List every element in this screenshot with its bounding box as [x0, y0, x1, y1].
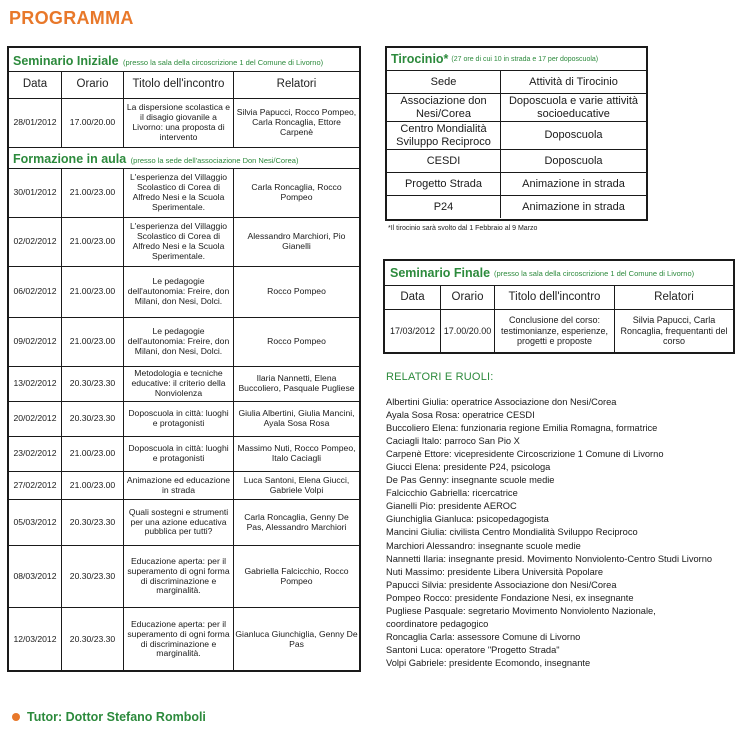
list-item: Nuti Massimo: presidente Libera Università Popolare — [386, 566, 604, 577]
seminario-finale-note: (presso la sala della circoscrizione 1 del Comune di Livorno) — [494, 268, 695, 278]
row-relatori: Luca Santoni, Elena Giucci, Gabriele Volpi — [243, 474, 350, 495]
row-data: 28/01/2012 — [9, 99, 62, 147]
row-orario: 21.00/23.00 — [62, 437, 124, 471]
list-item: Pugliese Pasquale: segretario Movimento Nonviolento Nazionale, — [386, 605, 656, 616]
page-title: PROGRAMMA — [9, 8, 134, 28]
list-item: Albertini Giulia: operatrice Associazione don Nesi/Corea — [386, 397, 617, 407]
header-relatori: Relatori — [654, 290, 694, 303]
relatori-ruoli-list — [386, 396, 736, 670]
row-orario: 17.00/20.00 — [441, 310, 495, 352]
row-attivita: Animazione in strada — [522, 177, 625, 190]
row-titolo: Educazione aperta: per il superamento di ogni forma di discriminazione e marginalità. — [124, 608, 234, 671]
list-item: Falcicchio Gabriella: ricercatrice — [386, 488, 518, 499]
row-orario: 21.00/23.00 — [62, 472, 124, 499]
tirocinio-header-row — [387, 70, 646, 93]
row-sede: CESDI — [387, 150, 501, 172]
table-row — [9, 500, 359, 546]
list-item: Papucci Silvia: presidente Associazione don Nesi/Corea — [386, 579, 617, 590]
list-item: Marchiori Alessandro: insegnante scuole medie — [386, 540, 581, 551]
row-sede: Centro Mondialità Sviluppo Reciproco — [387, 122, 501, 149]
row-titolo: Doposcuola in città: luoghi e protagonisti — [124, 437, 234, 471]
row-relatori: Silvia Papucci, Carla Roncaglia, frequentanti del corso — [620, 315, 728, 347]
row-orario: 21.00/23.00 — [62, 218, 124, 266]
tirocinio-note: (27 ore di cui 10 in strada e 17 per doposcuola) — [451, 55, 599, 63]
tutor-text: Tutor: Dottor Stefano Romboli — [27, 710, 206, 724]
row-relatori: Giulia Albertini, Giulia Mancini, Ayala Sosa Rosa — [238, 408, 355, 428]
row-orario: 21.00/23.00 — [62, 169, 124, 217]
row-data: 02/02/2012 — [9, 218, 62, 266]
table-row — [385, 309, 733, 352]
row-attivita: Doposcuola e varie attività socioeducative — [508, 95, 638, 120]
tirocinio-heading: Tirocinio* — [391, 52, 449, 66]
row-titolo: Le pedagogie dell'autonomia: Freire, don Milani, don Nesi, Dolci. — [124, 267, 234, 317]
seminario-finale-table — [383, 259, 735, 354]
table-row — [9, 546, 359, 608]
row-titolo: Animazione ed educazione in strada — [124, 472, 234, 499]
table-row — [387, 93, 646, 121]
header-titolo: Titolo dell'incontro — [495, 286, 615, 309]
row-sede: Associazione don Nesi/Corea — [387, 94, 501, 121]
tutor-line — [12, 710, 206, 724]
row-relatori: Carla Roncaglia, Rocco Pompeo — [251, 182, 342, 202]
list-item: Ayala Sosa Rosa: operatrice CESDI — [386, 410, 535, 421]
table-row — [387, 121, 646, 149]
seminario-finale-heading: Seminario Finale — [390, 266, 491, 280]
row-titolo: Le pedagogie dell'autonomia: Freire, don Milani, don Nesi, Dolci. — [124, 318, 234, 366]
row-titolo: Conclusione del corso: testimonianze, esperienze, progetti e proposte — [495, 310, 615, 352]
table-row — [387, 195, 646, 218]
row-data: 30/01/2012 — [9, 169, 62, 217]
tirocinio-header — [387, 48, 646, 70]
row-relatori: Gabriella Falcicchio, Rocco Pompeo — [244, 565, 349, 586]
row-relatori: Rocco Pompeo — [267, 336, 326, 347]
table-row — [9, 218, 359, 267]
row-relatori: Silvia Papucci, Rocco Pompeo, Carla Roncaglia, Ettore Carpenè — [236, 107, 357, 137]
row-data: 23/02/2012 — [9, 437, 62, 471]
header-orario: Orario — [441, 286, 495, 309]
row-sede: Progetto Strada — [387, 173, 501, 195]
tirocinio-table — [385, 46, 648, 221]
list-item: Gianelli Pio: presidente AEROC — [386, 501, 517, 512]
row-attivita: Animazione in strada — [522, 200, 625, 213]
formazione-note: (presso la sede dell'associazione Don Nesi/Corea) — [130, 156, 299, 165]
row-titolo: Metodologia e tecniche educative: il criterio della Nonviolenza — [124, 367, 234, 401]
row-data: 20/02/2012 — [9, 402, 62, 436]
programma-table — [7, 46, 361, 672]
list-item: De Pas Genny: insegnante scuole medie — [386, 475, 555, 486]
seminario-iniziale-note: (presso la sala della circoscrizione 1 del Comune di Livorno) — [123, 58, 324, 67]
header-titolo: Titolo dell'incontro — [124, 72, 234, 98]
list-item: Volpi Gabriele: presidente Ecomondo, insegnante — [386, 657, 591, 668]
row-relatori: Gianluca Giunchiglia, Genny De Pas — [235, 628, 358, 649]
list-item: Buccoliero Elena: funzionaria regione Emilia Romagna, formatrice — [386, 423, 658, 434]
header-relatori: Relatori — [276, 78, 317, 91]
formazione-header — [9, 150, 359, 168]
row-orario: 20.30/23.30 — [62, 367, 124, 401]
table-row — [9, 318, 359, 367]
row-relatori: Alessandro Marchiori, Pio Gianelli — [247, 231, 346, 251]
row-data: 17/03/2012 — [385, 310, 441, 352]
row-data: 27/02/2012 — [9, 472, 62, 499]
list-item: coordinatore pedagogico — [386, 618, 489, 629]
seminario-iniziale-header — [9, 52, 359, 70]
row-data: 05/03/2012 — [9, 500, 62, 545]
seminario-finale-header — [385, 261, 733, 285]
row-attivita: Doposcuola — [544, 129, 603, 142]
table-row — [387, 172, 646, 195]
row-relatori: Massimo Nuti, Rocco Pompeo, Italo Caciagli — [237, 443, 356, 463]
row-titolo: Quali sostegni e strumenti per una azione educativa pubblica per tutti? — [124, 500, 234, 545]
row-titolo: Educazione aperta: per il superamento di ogni forma di discriminazione e marginalità. — [124, 546, 234, 607]
table-row — [9, 472, 359, 500]
row-orario: 21.00/23.00 — [62, 318, 124, 366]
formazione-heading: Formazione in aula — [13, 152, 127, 166]
header-data: Data — [9, 72, 62, 98]
list-item: Pompeo Rocco: presidente Fondazione Nesi, ex insegnante — [386, 592, 634, 603]
table-row — [9, 99, 359, 148]
row-relatori: Rocco Pompeo — [267, 286, 326, 297]
header-attivita: Attività di Tirocinio — [529, 75, 618, 88]
list-item: Mancini Giulia: civilista Centro Mondialità Sviluppo Reciproco — [386, 527, 638, 538]
row-data: 12/03/2012 — [9, 608, 62, 671]
iniziale-header-row — [9, 72, 359, 99]
row-orario: 17.00/20.00 — [62, 99, 124, 147]
row-titolo: La dispersione scolastica e il disagio giovanile a Livorno: una proposta di intervento — [124, 99, 234, 147]
tirocinio-footnote: *Il tirocinio sarà svolto dal 1 Febbraio al 9 Marzo — [388, 225, 538, 232]
table-row — [9, 367, 359, 402]
list-item: Carpenè Ettore: vicepresidente Circoscrizione 1 Comune di Livorno — [386, 449, 664, 460]
row-titolo: L'esperienza del Villaggio Scolastico di Corea di Alfredo Nesi e la Scuola Sperimentale. — [124, 218, 234, 266]
row-data: 13/02/2012 — [9, 367, 62, 401]
table-row — [9, 169, 359, 218]
row-orario: 20.30/23.30 — [62, 608, 124, 671]
list-item: Giunchiglia Gianluca: psicopedagogista — [386, 514, 549, 525]
row-relatori: Ilaria Nannetti, Elena Buccoliero, Pasquale Pugliese — [238, 373, 355, 393]
list-item: Santoni Luca: operatore "Progetto Strada" — [386, 644, 560, 655]
row-titolo: Doposcuola in città: luoghi e protagonisti — [124, 402, 234, 436]
list-item: Caciagli Italo: parroco San Pio X — [386, 436, 520, 447]
row-titolo: L'esperienza del Villaggio Scolastico di Corea di Alfredo Nesi e la Scuola Sperimentale. — [124, 169, 234, 217]
header-sede: Sede — [387, 71, 501, 93]
row-data: 09/02/2012 — [9, 318, 62, 366]
row-data: 06/02/2012 — [9, 267, 62, 317]
row-sede: P24 — [387, 196, 501, 218]
row-relatori: Carla Roncaglia, Genny De Pas, Alessandro Marchiori — [244, 511, 349, 532]
table-row — [9, 437, 359, 472]
table-row — [9, 402, 359, 437]
table-row — [387, 149, 646, 172]
header-orario: Orario — [62, 72, 124, 98]
row-data: 08/03/2012 — [9, 546, 62, 607]
list-item: Roncaglia Carla: assessore Comune di Livorno — [386, 631, 581, 642]
seminario-iniziale-heading: Seminario Iniziale — [13, 54, 119, 68]
header-data: Data — [385, 286, 441, 309]
table-row — [9, 608, 359, 671]
row-orario: 20.30/23.30 — [62, 546, 124, 607]
list-item: Giucci Elena: presidente P24, psicologa — [386, 462, 551, 473]
finale-header-row — [385, 285, 733, 309]
row-orario: 21.00/23.00 — [62, 267, 124, 317]
bullet-icon — [12, 713, 20, 721]
row-orario: 20.30/23.30 — [62, 402, 124, 436]
table-row — [9, 267, 359, 318]
row-orario: 20.30/23.30 — [62, 500, 124, 545]
row-attivita: Doposcuola — [544, 154, 603, 167]
list-item: Nannetti Ilaria: insegnante presid. Movimento Nonviolento-Centro Studi Livorno — [386, 553, 713, 564]
relatori-ruoli-heading: RELATORI E RUOLI: — [386, 371, 494, 383]
